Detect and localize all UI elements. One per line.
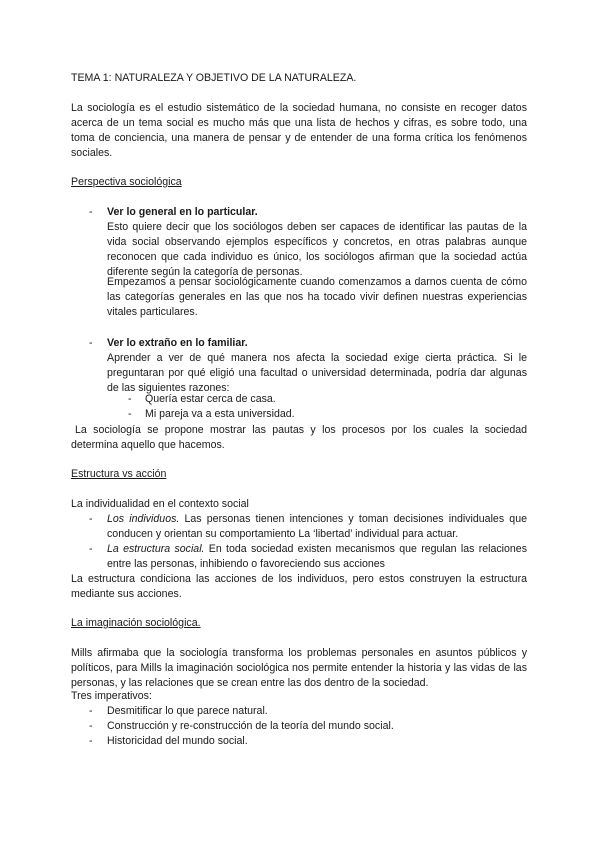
list-item-individuos [107, 512, 527, 542]
item-paragraph-general-2: Empezamos a pensar sociológicamente cuando comenzamos a darnos cuenta de cómo las categorías generales en las que nos ha tocado vivir definen nuestras experiencias vitales particulares. [107, 276, 527, 319]
item-paragraph-general-1: Esto quiere decir que los sociólogos deben ser capaces de identificar las pautas de la vida social observando ejemplos específicos y concretos, en otras palabras aunque reconocen que cada individuo es único, los sociólogos afirman que la sociedad actúa diferente según la categoría de personas. [107, 221, 527, 279]
imperative-item: Desmitificar lo que parece natural. [107, 705, 268, 717]
imperative-item: Historicidad del mundo social. [107, 735, 248, 747]
list-item-estructura [107, 542, 527, 572]
definition: Las personas tienen intenciones y toman decisiones individuales que conducen y orientan su comportamiento La ‘libertad’ individual para actuar. [107, 513, 527, 541]
bullet-dash: - [89, 337, 93, 349]
bullet-dash: - [89, 720, 93, 732]
sub-bullet-dash: - [128, 393, 132, 405]
bullet-dash: - [89, 543, 93, 555]
section-heading-estructura: Estructura vs acción [71, 468, 167, 480]
section3-lead: Tres imperativos: [71, 690, 152, 702]
sub-list-item: Mi pareja va a esta universidad. [145, 408, 295, 420]
imperative-item: Construcción y re-construcción de la teoría del mundo social. [107, 720, 394, 732]
term: La estructura social. [107, 543, 205, 555]
page-title: TEMA 1: NATURALEZA Y OBJETIVO DE LA NATURALEZA. [71, 72, 357, 84]
sub-bullet-dash: - [128, 408, 132, 420]
section1-closing: La sociología se propone mostrar las pautas y los procesos por los cuales la sociedad determina aquello que hacemos. [71, 424, 527, 452]
item-title-extrano: Ver lo extraño en lo familiar. [107, 337, 248, 349]
section-heading-perspectiva: Perspectiva sociológica [71, 176, 182, 188]
section-heading-imaginacion: La imaginación sociológica. [71, 617, 201, 629]
bullet-dash: - [89, 513, 93, 525]
sub-list-item: Quería estar cerca de casa. [145, 393, 276, 405]
bullet-dash: - [89, 735, 93, 747]
item-title-general: Ver lo general en lo particular. [107, 206, 258, 218]
bullet-dash: - [89, 705, 93, 717]
term: Los individuos. [107, 513, 180, 525]
definition: En toda sociedad existen mecanismos que regulan las relaciones entre las personas, inhibiendo o favoreciendo sus acciones [107, 543, 527, 571]
section3-paragraph: Mills afirmaba que la sociología transforma los problemas personales en asuntos públicos y políticos, para Mills la imaginación sociológica nos permite entender la historia y las vidas de las personas, y las relaciones que se crean entre las dos dentro de la sociedad. [71, 647, 527, 690]
bullet-dash: - [89, 206, 93, 218]
section2-lead: La individualidad en el contexto social [71, 498, 249, 510]
item-paragraph-extrano: Aprender a ver de qué manera nos afecta la sociedad exige cierta práctica. Si le preguntaran por qué eligió una facultad o universidad determinada, podría dar algunas de las siguientes razones: [107, 352, 527, 395]
section2-closing: La estructura condiciona las acciones de los individuos, pero estos construyen la estructura mediante sus acciones. [71, 573, 527, 601]
intro-paragraph: La sociología es el estudio sistemático de la sociedad humana, no consiste en recoger datos acerca de un tema social es mucho más que una lista de hechos y cifras, es sobre todo, una toma de conciencia, una manera de pensar y de entender de una forma crítica los fenómenos sociales. [71, 102, 527, 160]
